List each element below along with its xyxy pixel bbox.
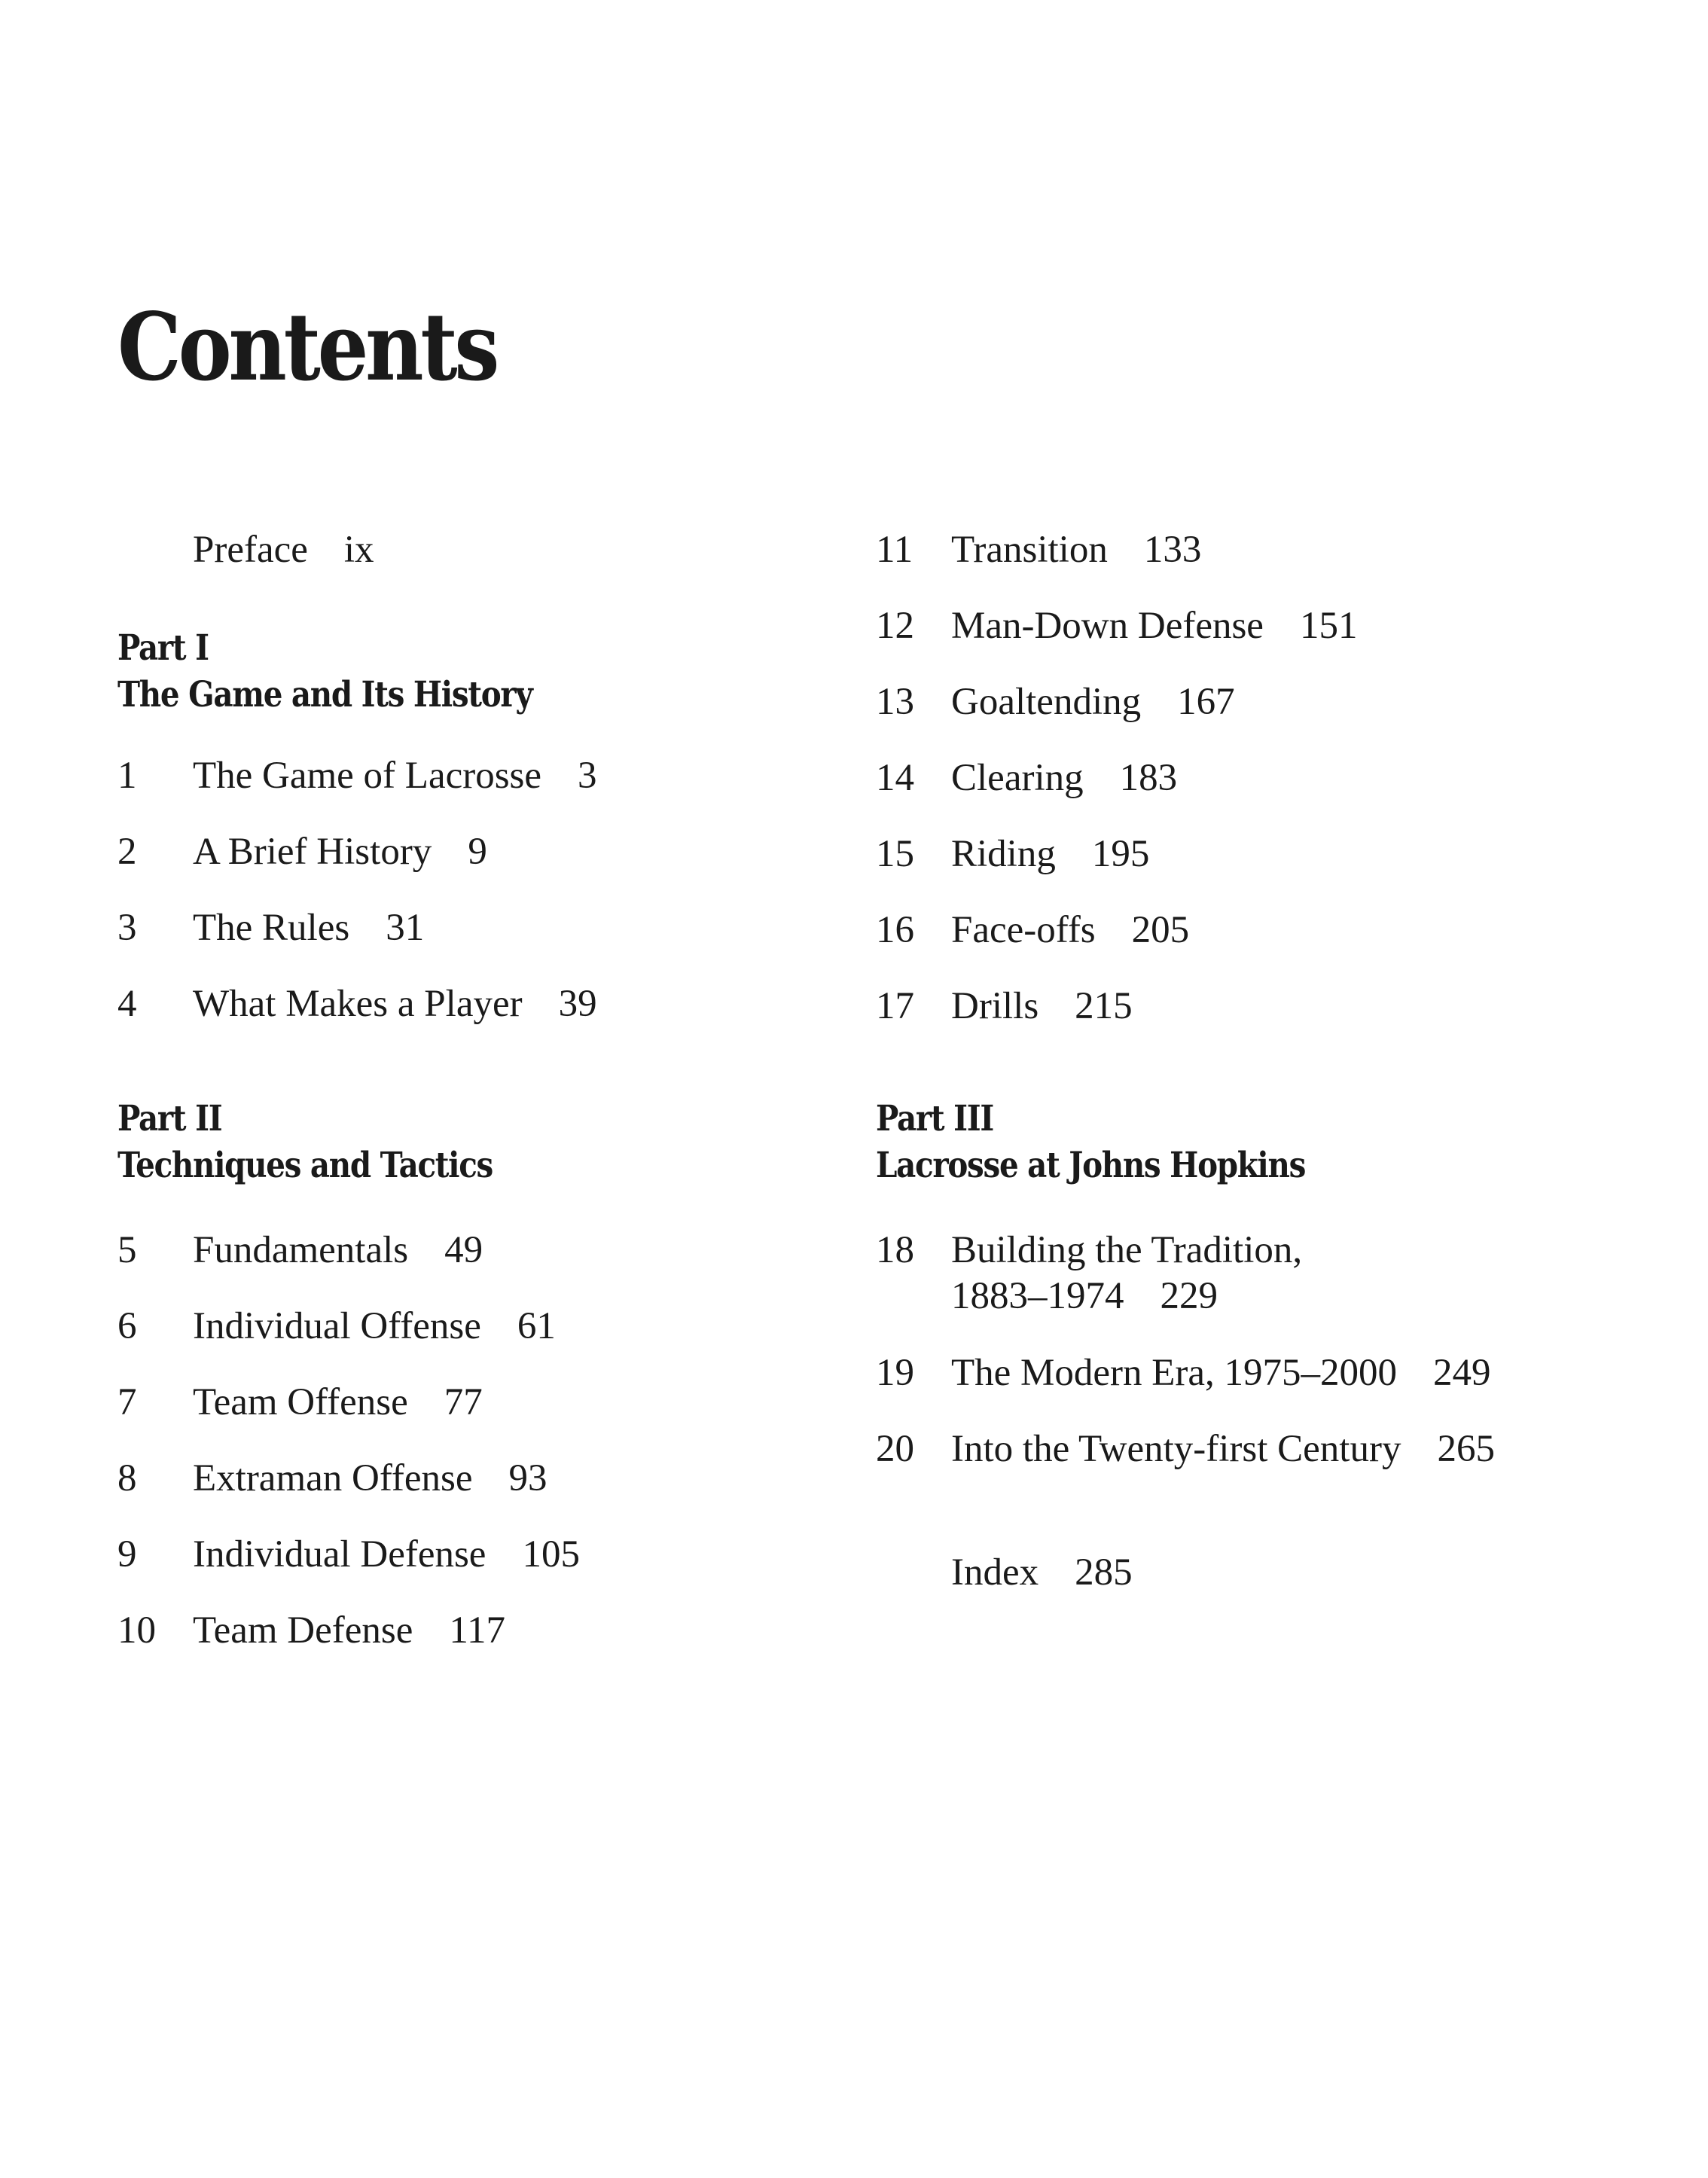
- entry-page: 105: [522, 1533, 580, 1576]
- chapter-number: 9: [117, 1533, 137, 1576]
- chapter-number: 13: [876, 681, 914, 723]
- entry-page: 49: [444, 1229, 483, 1271]
- entry-page: 215: [1075, 985, 1133, 1027]
- entry-title: What Makes a Player: [193, 983, 523, 1025]
- entry-title: Extraman Offense: [193, 1457, 473, 1499]
- entry-title: Goaltending: [951, 681, 1142, 723]
- entry-title: The Modern Era, 1975–2000: [951, 1352, 1398, 1394]
- chapter-number: 16: [876, 909, 914, 951]
- part-2-label: Part II: [117, 1098, 222, 1139]
- entry-title: Individual Defense: [193, 1533, 486, 1576]
- entry-page: 249: [1433, 1352, 1491, 1394]
- chapter-number: 19: [876, 1352, 914, 1394]
- entry-page: 77: [444, 1381, 483, 1423]
- entry-page: 285: [1075, 1551, 1133, 1594]
- entry-title: Riding: [951, 833, 1056, 875]
- chapter-number: 1: [117, 755, 137, 797]
- entry-title: Fundamentals: [193, 1229, 409, 1271]
- chapter-number: 4: [117, 983, 137, 1025]
- entry-page: 151: [1299, 605, 1358, 647]
- entry-title: Team Offense: [193, 1381, 408, 1423]
- entry-page: 117: [449, 1609, 505, 1652]
- chapter-number: 20: [876, 1428, 914, 1470]
- entry-page: 183: [1119, 757, 1178, 799]
- entry-page: 265: [1437, 1428, 1495, 1470]
- chapter-number: 15: [876, 833, 914, 875]
- chapter-number: 6: [117, 1305, 137, 1347]
- entry-title: A Brief History: [193, 831, 432, 873]
- part-3-title: Lacrosse at Johns Hopkins: [876, 1145, 1306, 1186]
- chapter-number: 8: [117, 1457, 137, 1499]
- entry-title-line-1: Building the Tradition,: [951, 1229, 1303, 1271]
- entry-page: 167: [1177, 681, 1235, 723]
- chapter-number: 18: [876, 1229, 914, 1271]
- entry-page: 39: [558, 983, 597, 1025]
- chapter-number: 14: [876, 757, 914, 799]
- entry-page: 229: [1160, 1275, 1218, 1317]
- entry-title: Man-Down Defense: [951, 605, 1264, 647]
- chapter-number: 17: [876, 985, 914, 1027]
- entry-page: ix: [343, 529, 374, 571]
- chapter-number: 11: [876, 529, 913, 571]
- entry-title: Team Defense: [193, 1609, 413, 1652]
- chapter-number: 2: [117, 831, 137, 873]
- entry-page: 195: [1091, 833, 1150, 875]
- part-1-title: The Game and Its History: [117, 674, 532, 715]
- entry-title: Individual Offense: [193, 1305, 481, 1347]
- entry-page: 3: [578, 755, 597, 797]
- entry-title: The Game of Lacrosse: [193, 755, 542, 797]
- part-3-label: Part III: [876, 1098, 993, 1139]
- entry-page: 93: [508, 1457, 547, 1499]
- chapter-number: 3: [117, 907, 137, 949]
- chapter-number: 12: [876, 605, 914, 647]
- part-2-title: Techniques and Tactics: [117, 1145, 493, 1186]
- entry-page: 133: [1143, 529, 1202, 571]
- part-1-label: Part I: [117, 627, 209, 669]
- chapter-number: 7: [117, 1381, 137, 1423]
- entry-page: 31: [386, 907, 425, 949]
- entry-title: Drills: [951, 985, 1039, 1027]
- entry-title: Clearing: [951, 757, 1084, 799]
- entry-title: Index: [951, 1551, 1039, 1594]
- entry-title: Preface: [193, 529, 308, 571]
- entry-page: 61: [517, 1305, 556, 1347]
- entry-title: Into the Twenty-first Century: [951, 1428, 1401, 1470]
- entry-page: 9: [468, 831, 487, 873]
- entry-title: Transition: [951, 529, 1108, 571]
- entry-title: The Rules: [193, 907, 350, 949]
- entry-title-line-2: 1883–1974: [951, 1275, 1124, 1317]
- entry-title: Face-offs: [951, 909, 1096, 951]
- chapter-number: 10: [117, 1609, 156, 1652]
- chapter-number: 5: [117, 1229, 137, 1271]
- page-title: Contents: [117, 293, 497, 402]
- entry-page: 205: [1131, 909, 1190, 951]
